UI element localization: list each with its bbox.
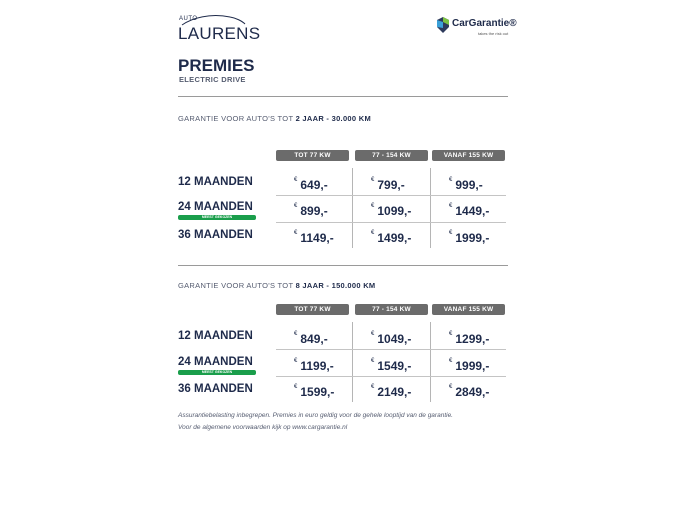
price-cell: [371, 229, 411, 247]
price-value: 799,-: [377, 178, 405, 192]
price-value: 1299,-: [455, 332, 490, 346]
currency-symbol: €: [371, 230, 375, 236]
price-cell: [449, 176, 483, 194]
price-cell: [294, 357, 334, 375]
price-value: 2149,-: [377, 385, 412, 399]
currency-symbol: €: [294, 177, 298, 183]
price-cell: [371, 202, 411, 220]
column-separator: [352, 168, 353, 248]
currency-symbol: €: [294, 384, 298, 390]
currency-symbol: €: [449, 358, 453, 364]
column-separator: [430, 322, 431, 402]
currency-symbol: €: [371, 203, 375, 209]
table-row-label: 36 MAANDEN: [178, 383, 253, 395]
currency-symbol: €: [294, 331, 298, 337]
cargarantie-mark-icon: [436, 16, 450, 34]
price-value: 1999,-: [455, 359, 490, 373]
currency-symbol: €: [449, 230, 453, 236]
currency-symbol: €: [449, 203, 453, 209]
most-chosen-badge: MEEST GEKOZEN: [178, 370, 256, 375]
page-subtitle: ELECTRIC DRIVE: [179, 75, 246, 84]
price-value: 2849,-: [455, 385, 490, 399]
table-row-label: 36 MAANDEN: [178, 229, 253, 241]
column-separator: [352, 322, 353, 402]
price-value: 1049,-: [377, 332, 412, 346]
section-2-col-header-1: TOT 77 KW: [276, 304, 349, 315]
currency-symbol: €: [449, 331, 453, 337]
price-value: 1199,-: [300, 359, 334, 373]
most-chosen-badge: MEEST GEKOZEN: [178, 215, 256, 220]
table-row-label: 12 MAANDEN: [178, 330, 253, 342]
currency-symbol: €: [294, 203, 298, 209]
section-1-col-header-3: VANAF 155 KW: [432, 150, 505, 161]
currency-symbol: €: [371, 384, 375, 390]
currency-symbol: €: [294, 358, 298, 364]
price-value: 1149,-: [300, 231, 334, 245]
price-cell: [294, 176, 328, 194]
price-value: 899,-: [300, 204, 328, 218]
price-cell: [449, 202, 489, 220]
price-value: 1549,-: [377, 359, 412, 373]
currency-symbol: €: [371, 358, 375, 364]
price-cell: [449, 357, 489, 375]
price-cell: [371, 176, 405, 194]
currency-symbol: €: [371, 177, 375, 183]
price-cell: [449, 330, 489, 348]
price-value: 1499,-: [377, 231, 412, 245]
footer-note-1: Assurantiebelasting inbegrepen. Premies in euro geldig voor de gehele looptijd van de garantie.: [178, 412, 453, 419]
price-cell: [371, 383, 411, 401]
price-cell: [449, 383, 489, 401]
price-cell: [294, 330, 328, 348]
price-value: 1999,-: [455, 231, 490, 245]
price-cell: [294, 229, 334, 247]
section-1-label-prefix: GARANTIE VOOR AUTO'S TOT: [178, 114, 296, 123]
logo-laurens-text: LAURENS: [178, 24, 261, 43]
price-cell: [371, 357, 411, 375]
section-2-label: [178, 281, 375, 290]
section-2-label-bold: 8 JAAR - 150.000 KM: [295, 281, 376, 290]
currency-symbol: €: [449, 384, 453, 390]
price-cell: [371, 330, 411, 348]
price-value: 649,-: [300, 178, 328, 192]
column-separator: [430, 168, 431, 248]
cargarantie-tagline: takes the risk out: [478, 31, 509, 36]
row-divider: [276, 349, 506, 350]
table-row-label: 12 MAANDEN: [178, 176, 253, 188]
row-divider: [276, 195, 506, 196]
price-cell: [449, 229, 489, 247]
divider: [178, 265, 508, 266]
price-cell: [294, 383, 334, 401]
table-row-label: 24 MAANDEN: [178, 201, 253, 213]
row-divider: [276, 376, 506, 377]
footer-note-2: Voor de algemene voorwaarden kijk op www.cargarantie.nl: [178, 424, 348, 431]
cargarantie-brand-text: CarGarantie®: [452, 18, 517, 29]
page-title: PREMIES: [178, 56, 255, 75]
section-1-col-header-2: 77 - 154 KW: [355, 150, 428, 161]
price-cell: [294, 202, 328, 220]
logo-auto-text: AUTO: [179, 16, 198, 22]
cargarantie-logo: [436, 16, 526, 38]
divider: [178, 96, 508, 97]
section-1-col-header-1: TOT 77 KW: [276, 150, 349, 161]
auto-laurens-logo: [178, 16, 261, 44]
row-divider: [276, 222, 506, 223]
currency-symbol: €: [294, 230, 298, 236]
currency-symbol: €: [449, 177, 453, 183]
price-value: 1099,-: [377, 204, 412, 218]
price-value: 1449,-: [455, 204, 490, 218]
price-value: 849,-: [300, 332, 328, 346]
section-2-label-prefix: GARANTIE VOOR AUTO'S TOT: [178, 281, 296, 290]
section-1-label: [178, 114, 371, 123]
section-2-col-header-2: 77 - 154 KW: [355, 304, 428, 315]
price-value: 1599,-: [300, 385, 335, 399]
section-2-col-header-3: VANAF 155 KW: [432, 304, 505, 315]
currency-symbol: €: [371, 331, 375, 337]
section-1-label-bold: 2 JAAR - 30.000 KM: [295, 114, 372, 123]
table-row-label: 24 MAANDEN: [178, 356, 253, 368]
price-value: 999,-: [455, 178, 483, 192]
